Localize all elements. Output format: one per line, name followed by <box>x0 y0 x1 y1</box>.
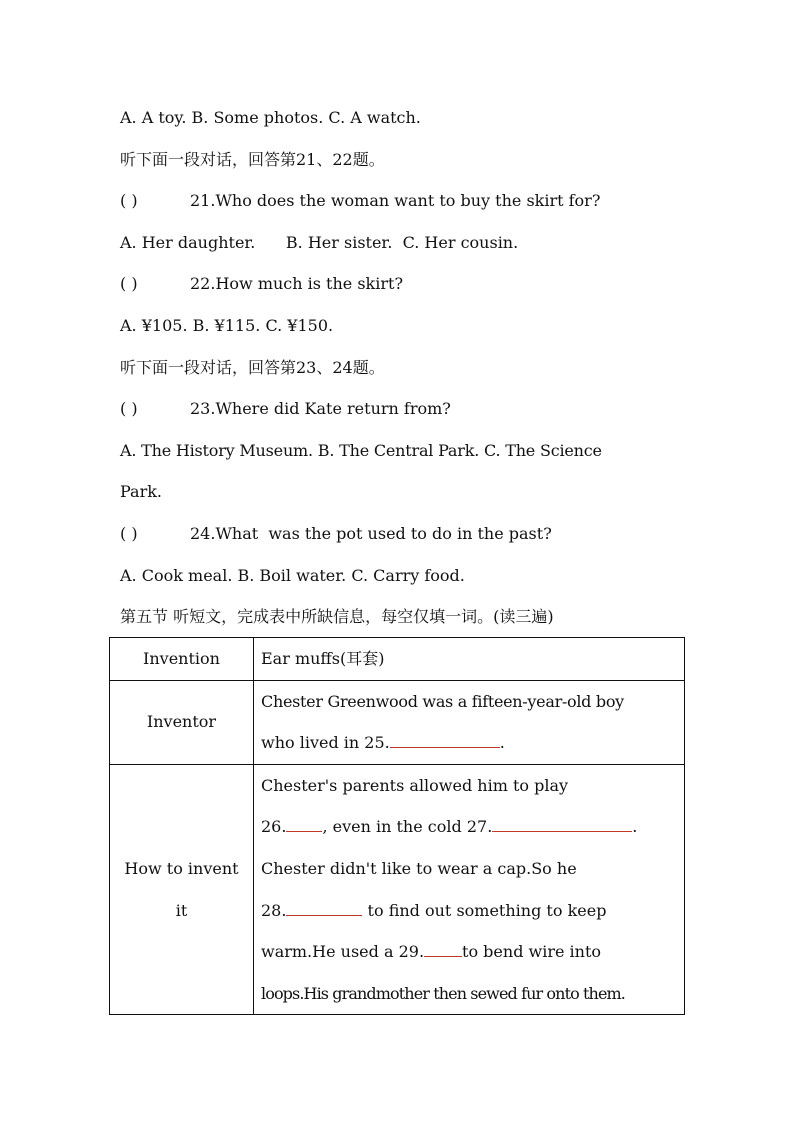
fill-blank-27[interactable] <box>492 815 632 832</box>
q22-options: A. ¥105. B. ¥115. C. ¥150. <box>120 315 334 335</box>
dialog2-intro: 听下面一段对话，回答第23、24题。 <box>120 357 385 377</box>
answer-blank-24: ( ) <box>120 523 138 543</box>
q24-options: A. Cook meal. B. Boil water. C. Carry food. <box>120 565 465 585</box>
how-line3: Chester didn't like to wear a cap.So he <box>261 858 577 878</box>
how-label-line1: How to invent <box>124 858 239 878</box>
answer-blank-21: ( ) <box>120 191 138 211</box>
how-line1: Chester's parents allowed him to play <box>261 775 569 795</box>
table-row-invention <box>110 638 685 681</box>
question-22 <box>120 263 690 305</box>
how-line6: loops.His grandmother then sewed fur onto them. <box>261 983 625 1003</box>
cell-invention-value: Ear muffs(耳套) <box>254 638 685 681</box>
cell-how-value <box>254 764 685 1015</box>
how-line4-text: to find out something to keep <box>362 900 607 920</box>
answer-blank-23: ( ) <box>120 399 138 419</box>
question-21 <box>120 180 690 222</box>
question-section <box>120 97 690 638</box>
how-line5 <box>261 931 678 973</box>
table-row-inventor <box>110 680 685 764</box>
inventor-line1: Chester Greenwood was a fifteen-year-old boy <box>261 691 624 711</box>
cell-inventor-label: Inventor <box>110 680 254 764</box>
cell-how-label <box>110 764 254 1015</box>
answer-blank-22: ( ) <box>120 274 138 294</box>
cell-invention-label: Invention <box>110 638 254 681</box>
question-22-text: 22.How much is the skirt? <box>190 274 404 294</box>
info-table <box>109 637 685 1015</box>
inventor-line2-text: who lived in 25. <box>261 733 390 753</box>
how-line2-mid: , even in the cold 27. <box>322 817 493 837</box>
how-line4 <box>261 890 678 932</box>
q23-options-line1: A. The History Museum. B. The Central Park. C. The Science <box>120 440 602 460</box>
fill-blank-28[interactable] <box>286 899 362 916</box>
question-23-text: 23.Where did Kate return from? <box>190 399 451 419</box>
fill-blank-29[interactable] <box>424 940 462 957</box>
question-23 <box>120 388 690 430</box>
question-24-text: 24.What was the pot used to do in the past? <box>190 523 552 543</box>
inventor-line2-end: . <box>499 733 505 753</box>
fill-blank-26[interactable] <box>286 815 322 832</box>
how-line5-text: warm.He used a 29. <box>261 942 425 962</box>
how-line5-end: to bend wire into <box>462 942 602 962</box>
question-24 <box>120 513 690 555</box>
q23-options-line2: Park. <box>120 482 163 502</box>
how-line2 <box>261 806 678 848</box>
q20-options: A. A toy. B. Some photos. C. A watch. <box>120 108 421 127</box>
how-line4-num28: 28. <box>261 900 287 920</box>
fill-blank-25[interactable] <box>390 731 500 748</box>
how-line2-num26: 26. <box>261 817 287 837</box>
cell-inventor-value <box>254 680 685 764</box>
how-line2-end: . <box>632 817 638 837</box>
inventor-line2 <box>261 722 678 764</box>
q21-options: A. Her daughter. B. Her sister. C. Her cousin. <box>120 232 519 252</box>
how-label-line2: it <box>175 900 188 920</box>
question-21-text: 21.Who does the woman want to buy the skirt for? <box>190 191 601 211</box>
table-row-how <box>110 764 685 1015</box>
dialog1-intro: 听下面一段对话，回答第21、22题。 <box>120 149 385 169</box>
section5-heading: 第五节 听短文，完成表中所缺信息，每空仅填一词。(读三遍) <box>120 607 554 627</box>
